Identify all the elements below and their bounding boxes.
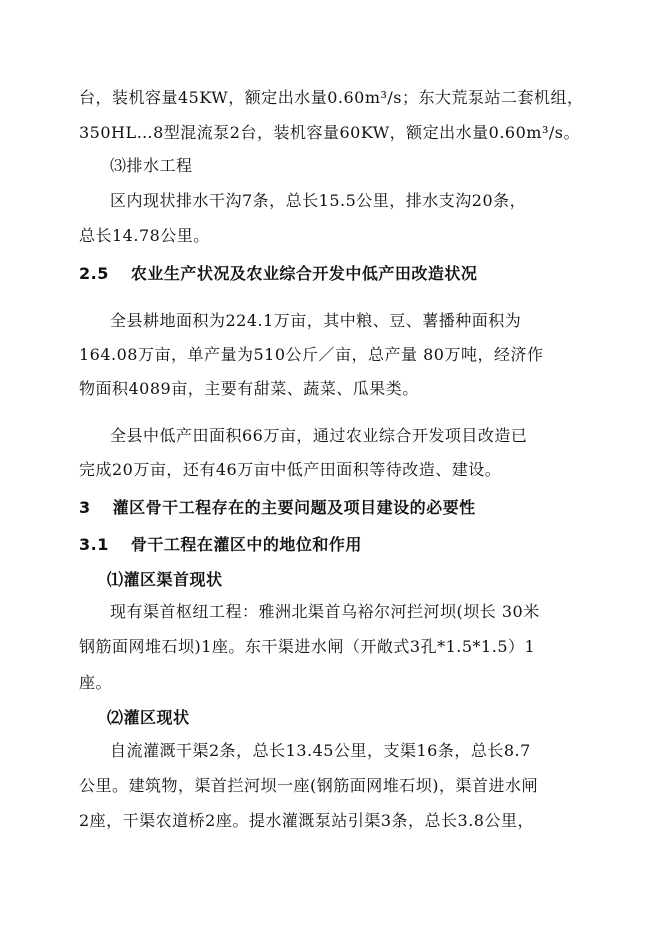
- paragraph-line: 座。: [79, 673, 113, 692]
- section-number: 3: [79, 498, 91, 517]
- subheading-drainage: ⑶排水工程: [110, 156, 193, 175]
- paragraph-line: 物面积4089亩，主要有甜菜、蔬菜、瓜果类。: [79, 379, 419, 398]
- section-heading-3-1: [79, 534, 362, 556]
- paragraph-line: 2座，干渠农道桥2座。提水灌溉泵站引渠3条，总长3.8公里，: [79, 811, 534, 830]
- paragraph-line: 现有渠首枢纽工程：雅洲北渠首乌裕尔河拦河坝(坝长 30米: [110, 602, 540, 621]
- subheading-irrigation-area: ⑵灌区现状: [107, 708, 190, 727]
- subheading-canal-head: ⑴灌区渠首现状: [107, 570, 223, 589]
- paragraph-line: 区内现状排水干沟7条，总长15.5公里，排水支沟20条，: [110, 191, 527, 210]
- section-heading-3: [79, 497, 476, 519]
- section-number: 3.1: [79, 535, 109, 554]
- paragraph-line: 全县耕地面积为224.1万亩，其中粮、豆、薯播种面积为: [110, 311, 522, 330]
- paragraph-line: 台，装机容量45KW，额定出水量0.60m³/s；东大荒泵站二套机组，: [79, 88, 584, 107]
- section-title: 农业生产状况及农业综合开发中低产田改造状况: [130, 264, 478, 283]
- paragraph-line: 钢筋面网堆石坝)1座。东干渠进水闸（开敞式3孔*1.5*1.5）1: [79, 637, 536, 656]
- section-heading-2-5: [79, 263, 477, 285]
- paragraph-line: 公里。建筑物，渠首拦河坝一座(钢筋面网堆石坝)，渠首进水闸: [79, 776, 538, 795]
- section-number: 2.5: [79, 264, 109, 283]
- paragraph-line: 164.08万亩，单产量为510公斤／亩，总产量 80万吨，经济作: [79, 345, 544, 364]
- paragraph-line: 全县中低产田面积66万亩，通过农业综合开发项目改造已: [110, 426, 528, 445]
- paragraph-line: 完成20万亩，还有46万亩中低产田面积等待改造、建设。: [79, 460, 502, 479]
- paragraph-line: 自流灌溉干渠2条，总长13.45公里，支渠16条，总长8.7: [110, 741, 531, 760]
- paragraph-line: 350HL…8型混流泵2台，装机容量60KW，额定出水量0.60m³/s。: [79, 123, 580, 142]
- section-title: 骨干工程在灌区中的地位和作用: [130, 535, 362, 554]
- section-title: 灌区骨干工程存在的主要问题及项目建设的必要性: [112, 498, 476, 517]
- paragraph-line: 总长14.78公里。: [79, 226, 210, 245]
